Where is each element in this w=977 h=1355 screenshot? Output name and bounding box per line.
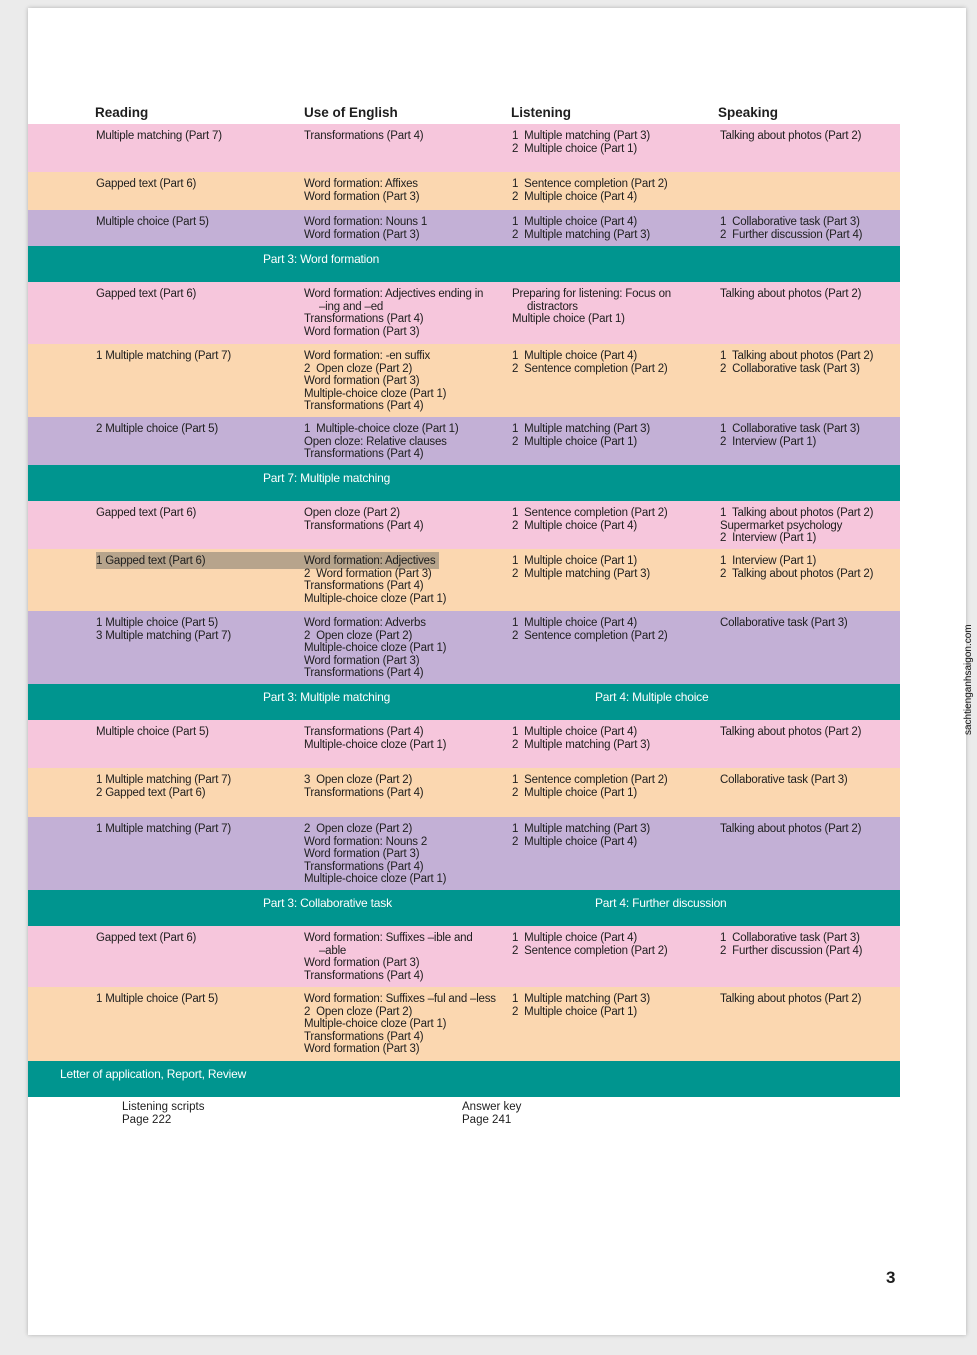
table-row xyxy=(28,817,900,890)
use-of-english-cell: Word formation: Adjectives ending in –ing and –ed Transformations (Part 4) Word formation (Part 3) xyxy=(304,288,484,338)
listening-cell: 1 Multiple choice (Part 4) 2 Multiple matching (Part 3) xyxy=(512,726,651,751)
reading-cell: Multiple choice (Part 5) xyxy=(96,726,209,738)
reading-cell: 1 Multiple matching (Part 7) 2 Gapped text (Part 6) xyxy=(96,774,232,799)
use-of-english-cell: 2 Open cloze (Part 2) Word formation: Nouns 2 Word formation (Part 3) Transformations (Part 4) Multiple-choice cloze (Part 1) xyxy=(304,823,447,886)
listening-cell: Preparing for listening: Focus on distractors Multiple choice (Part 1) xyxy=(512,288,671,326)
reading-cell: Gapped text (Part 6) xyxy=(96,932,197,944)
listening-scripts-link[interactable]: Listening scripts Page 222 xyxy=(122,1101,205,1126)
use-of-english-cell: Word formation: -en suffix 2 Open cloze (Part 2) Word formation (Part 3) Multiple-choice cloze (Part 1) Transformations (Part 4) xyxy=(304,350,447,413)
listening-cell: 1 Multiple choice (Part 1) 2 Multiple matching (Part 3) xyxy=(512,555,651,580)
section-divider xyxy=(28,890,900,926)
listening-cell: 1 Multiple choice (Part 4) 2 Sentence completion (Part 2) xyxy=(512,932,668,957)
header-speaking: Speaking xyxy=(718,105,779,120)
table-row xyxy=(28,549,900,611)
use-of-english-cell: Transformations (Part 4) xyxy=(304,130,424,142)
table-row xyxy=(28,987,900,1061)
reading-cell: 1 Gapped text (Part 6) xyxy=(96,555,206,567)
header-reading: Reading xyxy=(95,105,149,120)
watermark: sachtienganhsaigon.com xyxy=(963,624,974,735)
reading-cell: 1 Multiple matching (Part 7) xyxy=(96,350,232,362)
use-of-english-cell: Word formation: Suffixes –ible and –able Word formation (Part 3) Transformations (Part 4) xyxy=(304,932,473,982)
speaking-cell: Talking about photos (Part 2) xyxy=(720,288,862,300)
use-of-english-cell: Word formation: Adjectives 2 Word formation (Part 3) Transformations (Part 4) Multiple-choice cloze (Part 1) xyxy=(304,555,447,605)
reading-cell: 1 Multiple matching (Part 7) xyxy=(96,823,232,835)
use-of-english-cell: Word formation: Adverbs 2 Open cloze (Part 2) Multiple-choice cloze (Part 1) Word formation (Part 3) Transformations (Part 4) xyxy=(304,617,447,680)
section-divider xyxy=(28,465,900,501)
section-label: Part 4: Further discussion xyxy=(595,896,727,910)
table-row xyxy=(28,611,900,684)
speaking-cell: 1 Talking about photos (Part 2) 2 Collaborative task (Part 3) xyxy=(720,350,874,375)
speaking-cell: Talking about photos (Part 2) xyxy=(720,726,862,738)
reading-cell: Multiple matching (Part 7) xyxy=(96,130,222,142)
table-row xyxy=(28,768,900,817)
reading-cell: Gapped text (Part 6) xyxy=(96,288,197,300)
listening-cell: 1 Sentence completion (Part 2) 2 Multiple choice (Part 4) xyxy=(512,507,668,532)
table-row xyxy=(28,720,900,768)
table-row xyxy=(28,501,900,549)
speaking-cell: 1 Collaborative task (Part 3) 2 Interview (Part 1) xyxy=(720,423,860,448)
reading-cell: 1 Multiple choice (Part 5) 3 Multiple matching (Part 7) xyxy=(96,617,232,642)
header-listening: Listening xyxy=(511,105,571,120)
use-of-english-cell: Word formation: Nouns 1 Word formation (Part 3) xyxy=(304,216,428,241)
table-row xyxy=(28,172,900,210)
section-label: Part 7: Multiple matching xyxy=(263,471,391,485)
header-use-of-english: Use of English xyxy=(304,105,398,120)
listening-cell: 1 Sentence completion (Part 2) 2 Multiple choice (Part 4) xyxy=(512,178,668,203)
reading-cell: 1 Multiple choice (Part 5) xyxy=(96,993,218,1005)
table-row xyxy=(28,926,900,987)
listening-cell: 1 Multiple matching (Part 3) 2 Multiple choice (Part 4) xyxy=(512,823,651,848)
use-of-english-cell: Open cloze (Part 2) Transformations (Part 4) xyxy=(304,507,424,532)
speaking-cell: 1 Talking about photos (Part 2) Supermarket psychology 2 Interview (Part 1) xyxy=(720,507,874,545)
reading-cell: Gapped text (Part 6) xyxy=(96,178,197,190)
reading-cell: Multiple choice (Part 5) xyxy=(96,216,209,228)
listening-cell: 1 Multiple matching (Part 3) 2 Multiple choice (Part 1) xyxy=(512,423,651,448)
contents-table xyxy=(28,96,900,1097)
listening-cell: 1 Multiple matching (Part 3) 2 Multiple choice (Part 1) xyxy=(512,993,651,1018)
table-row xyxy=(28,210,900,246)
table-row xyxy=(28,417,900,465)
speaking-cell: Talking about photos (Part 2) xyxy=(720,823,862,835)
use-of-english-cell: 3 Open cloze (Part 2) Transformations (Part 4) xyxy=(304,774,424,799)
section-label: Part 4: Multiple choice xyxy=(595,690,709,704)
listening-cell: 1 Multiple choice (Part 4) 2 Sentence completion (Part 2) xyxy=(512,350,668,375)
use-of-english-cell: Word formation: Suffixes –ful and –less 2 Open cloze (Part 2) Multiple-choice cloze (Part 1) Transformations (Part 4) Word formation (Part 3) xyxy=(304,993,496,1056)
reading-cell: 2 Multiple choice (Part 5) xyxy=(96,423,218,435)
section-divider xyxy=(28,1061,900,1097)
reading-cell: Gapped text (Part 6) xyxy=(96,507,197,519)
speaking-cell: 1 Collaborative task (Part 3) 2 Further discussion (Part 4) xyxy=(720,932,863,957)
speaking-cell: 1 Interview (Part 1) 2 Talking about photos (Part 2) xyxy=(720,555,874,580)
use-of-english-cell: Word formation: Affixes Word formation (Part 3) xyxy=(304,178,420,203)
speaking-cell: Talking about photos (Part 2) xyxy=(720,130,862,142)
table-row xyxy=(28,282,900,344)
use-of-english-cell: Transformations (Part 4) Multiple-choice cloze (Part 1) xyxy=(304,726,447,751)
section-label: Letter of application, Report, Review xyxy=(60,1067,247,1081)
speaking-cell: Collaborative task (Part 3) xyxy=(720,617,848,629)
table-row xyxy=(28,344,900,417)
answer-key-link[interactable]: Answer key Page 241 xyxy=(462,1101,522,1126)
document-page xyxy=(28,8,966,1335)
page-number: 3 xyxy=(886,1268,896,1287)
section-divider xyxy=(28,684,900,720)
section-label: Part 3: Multiple matching xyxy=(263,690,391,704)
listening-cell: 1 Multiple choice (Part 4) 2 Multiple matching (Part 3) xyxy=(512,216,651,241)
use-of-english-cell: 1 Multiple-choice cloze (Part 1) Open cloze: Relative clauses Transformations (Part 4) xyxy=(304,423,459,461)
section-divider xyxy=(28,246,900,282)
section-label: Part 3: Word formation xyxy=(263,252,380,266)
speaking-cell: 1 Collaborative task (Part 3) 2 Further discussion (Part 4) xyxy=(720,216,863,241)
listening-cell: 1 Sentence completion (Part 2) 2 Multiple choice (Part 1) xyxy=(512,774,668,799)
listening-cell: 1 Multiple matching (Part 3) 2 Multiple choice (Part 1) xyxy=(512,130,651,155)
column-headers xyxy=(28,96,900,124)
listening-cell: 1 Multiple choice (Part 4) 2 Sentence completion (Part 2) xyxy=(512,617,668,642)
table-row xyxy=(28,124,900,172)
section-label: Part 3: Collaborative task xyxy=(263,896,392,910)
speaking-cell: Collaborative task (Part 3) xyxy=(720,774,848,786)
speaking-cell: Talking about photos (Part 2) xyxy=(720,993,862,1005)
